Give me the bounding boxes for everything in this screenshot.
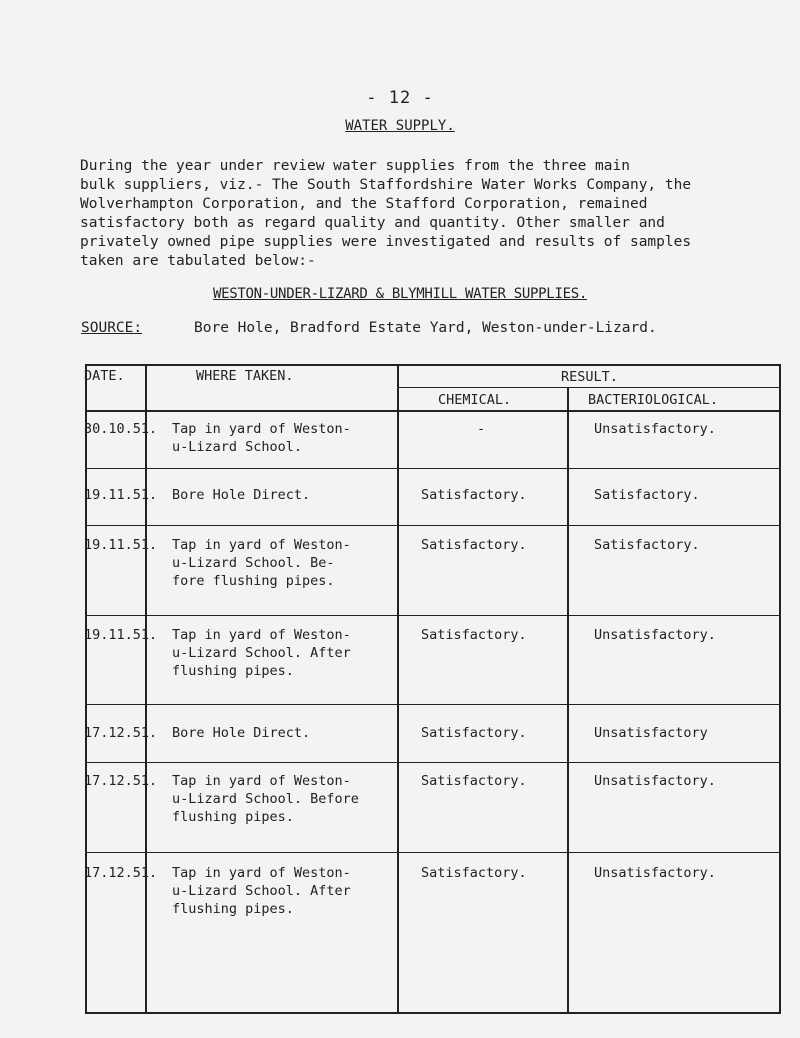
cell-date: 17.12.51. xyxy=(84,773,158,789)
cell-date: 19.11.51. xyxy=(84,487,158,503)
header-bacteriological: BACTERIOLOGICAL. xyxy=(588,392,719,408)
row-divider xyxy=(85,762,781,763)
source-label: SOURCE: xyxy=(81,320,143,336)
cell-date: 30.10.51. xyxy=(84,421,158,437)
table-bottom-border xyxy=(85,1012,781,1014)
cell-bacteriological: Unsatisfactory xyxy=(594,725,708,741)
results-table xyxy=(85,364,781,1014)
cell-chemical: Satisfactory. xyxy=(421,487,527,503)
col-divider xyxy=(397,364,399,1014)
row-divider xyxy=(85,525,781,526)
cell-date: 17.12.51. xyxy=(84,725,158,741)
cell-where: Tap in yard of Weston- u-Lizard School. Be- fore flushing pipes. xyxy=(172,537,351,589)
cell-chemical: - xyxy=(477,421,486,437)
col-divider xyxy=(145,364,147,1014)
cell-date: 19.11.51. xyxy=(84,627,158,643)
cell-chemical: Satisfactory. xyxy=(421,627,527,643)
cell-chemical: Satisfactory. xyxy=(421,865,527,881)
header-subdivider xyxy=(397,387,781,388)
intro-line: satisfactory both as regard quality and quantity. Other smaller and xyxy=(80,215,665,231)
page-number: - 12 - xyxy=(366,88,434,108)
table-right-border xyxy=(779,364,781,1014)
cell-where: Tap in yard of Weston- u-Lizard School. Before flushing pipes. xyxy=(172,773,359,825)
cell-date: 19.11.51. xyxy=(84,537,158,553)
row-divider xyxy=(85,468,781,469)
row-divider xyxy=(85,852,781,853)
header-result: RESULT. xyxy=(561,369,618,385)
row-divider xyxy=(85,704,781,705)
cell-where: Bore Hole Direct. xyxy=(172,487,311,503)
intro-line: During the year under review water supplies from the three main xyxy=(80,158,630,174)
cell-bacteriological: Unsatisfactory. xyxy=(594,421,716,437)
subsection-title: WESTON-UNDER-LIZARD & BLYMHILL WATER SUPPLIES. xyxy=(213,286,587,302)
cell-bacteriological: Unsatisfactory. xyxy=(594,773,716,789)
cell-chemical: Satisfactory. xyxy=(421,537,527,553)
header-bottom-rule xyxy=(85,410,781,412)
cell-bacteriological: Unsatisfactory. xyxy=(594,627,716,643)
section-title: WATER SUPPLY. xyxy=(345,118,455,134)
cell-where: Tap in yard of Weston- u-Lizard School. After flushing pipes. xyxy=(172,865,351,917)
table-left-border xyxy=(85,364,87,1014)
cell-bacteriological: Satisfactory. xyxy=(594,537,700,553)
header-chemical: CHEMICAL. xyxy=(438,392,512,408)
table-top-border xyxy=(85,364,781,366)
col-divider xyxy=(567,387,569,1014)
cell-bacteriological: Satisfactory. xyxy=(594,487,700,503)
intro-line: bulk suppliers, viz.- The South Staffordshire Water Works Company, the xyxy=(80,177,692,193)
cell-bacteriological: Unsatisfactory. xyxy=(594,865,716,881)
source-value: Bore Hole, Bradford Estate Yard, Weston-under-Lizard. xyxy=(194,320,657,336)
header-where: WHERE TAKEN. xyxy=(196,368,294,384)
cell-date: 17.12.51. xyxy=(84,865,158,881)
intro-paragraph xyxy=(80,157,770,271)
header-date: DATE. xyxy=(84,368,125,384)
cell-where: Tap in yard of Weston- u-Lizard School. After flushing pipes. xyxy=(172,627,351,679)
intro-line: taken are tabulated below:- xyxy=(80,253,316,269)
intro-line: privately owned pipe supplies were investigated and results of samples xyxy=(80,234,692,250)
row-divider xyxy=(85,615,781,616)
cell-where: Bore Hole Direct. xyxy=(172,725,311,741)
cell-where: Tap in yard of Weston- u-Lizard School. xyxy=(172,421,351,455)
intro-line: Wolverhampton Corporation, and the Stafford Corporation, remained xyxy=(80,196,648,212)
cell-chemical: Satisfactory. xyxy=(421,725,527,741)
cell-chemical: Satisfactory. xyxy=(421,773,527,789)
